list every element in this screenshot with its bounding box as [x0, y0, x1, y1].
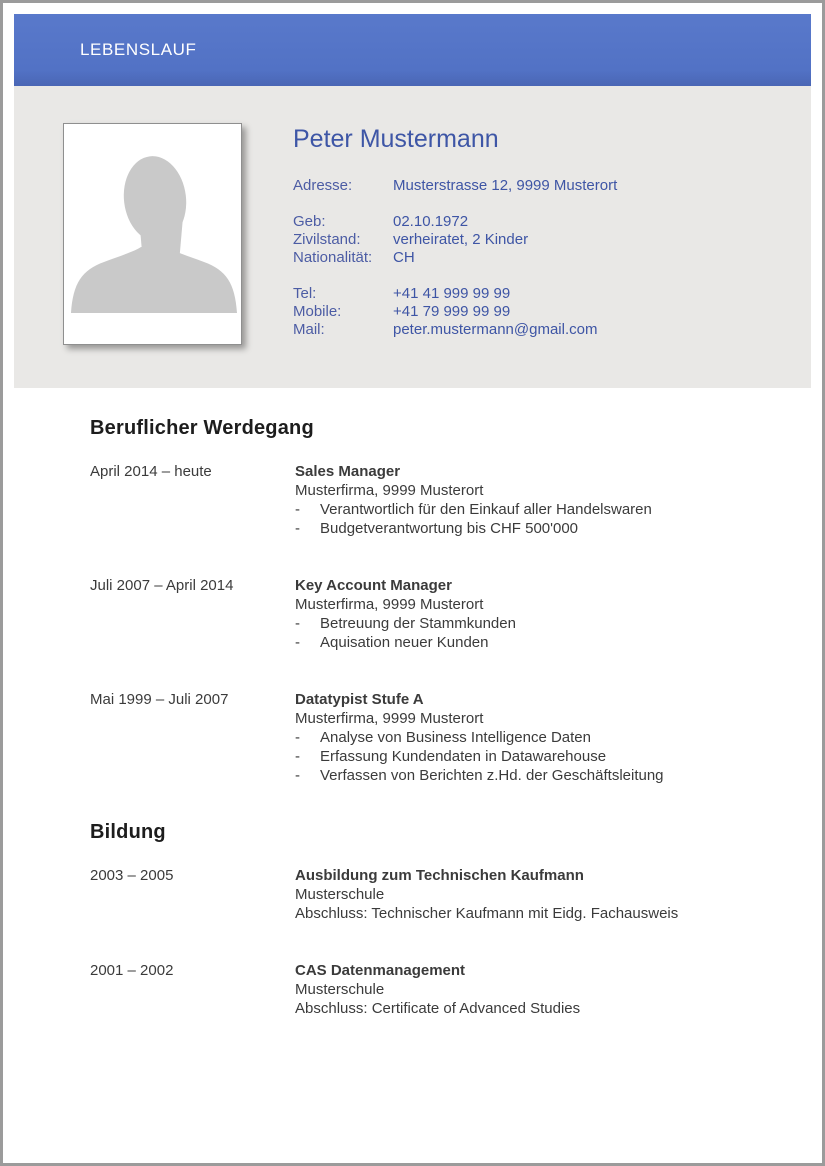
bullet-item [295, 766, 771, 785]
entry-lines [295, 481, 771, 500]
personal-info-rows [293, 177, 617, 339]
bullet-item [295, 500, 771, 519]
career-section [90, 419, 771, 785]
entry-body [295, 462, 771, 538]
entry-line: Musterfirma, 9999 Musterort [295, 482, 484, 499]
info-group [293, 213, 617, 267]
entry-body [295, 866, 771, 923]
entry-line: Musterfirma, 9999 Musterort [295, 596, 484, 613]
cv-body [14, 388, 811, 1018]
education-entry [90, 866, 771, 923]
info-value: Musterstrasse 12, 9999 Musterort [393, 177, 618, 194]
career-heading: Beruflicher Werdegang [90, 417, 314, 439]
bullet-item [295, 614, 771, 633]
entry-title: Sales Manager [295, 463, 401, 480]
bullet-text: Budgetverantwortung bis CHF 500'000 [320, 520, 579, 537]
bullet-dash-icon: - [295, 729, 300, 746]
info-value: +41 79 999 99 99 [393, 303, 511, 320]
info-value: peter.mustermann@gmail.com [393, 321, 598, 338]
entry-lines [295, 709, 771, 728]
person-silhouette-icon [67, 155, 239, 313]
info-label: Zivilstand: [293, 231, 361, 248]
info-row [293, 213, 617, 231]
info-row [293, 303, 617, 321]
entry-bullets [295, 614, 771, 652]
info-label: Geb: [293, 213, 326, 230]
education-heading: Bildung [90, 821, 166, 843]
entry-title: CAS Datenmanagement [295, 962, 466, 979]
info-value: 02.10.1972 [393, 213, 469, 230]
entry-line: Abschluss: Certificate of Advanced Studies [295, 1000, 581, 1017]
bullet-dash-icon: - [295, 501, 300, 518]
bullet-text: Analyse von Business Intelligence Daten [320, 729, 591, 746]
education-section [90, 823, 771, 1018]
entry-line: Musterschule [295, 981, 385, 998]
info-row [293, 231, 617, 249]
info-label: Mail: [293, 321, 325, 338]
info-label: Tel: [293, 285, 317, 302]
entry-period: Juli 2007 – April 2014 [90, 577, 234, 594]
info-label: Nationalität: [293, 249, 373, 266]
career-entry [90, 462, 771, 538]
info-group [293, 177, 617, 195]
career-entry [90, 576, 771, 652]
entry-period: Mai 1999 – Juli 2007 [90, 691, 229, 708]
bullet-text: Verantwortlich für den Einkauf aller Handelswaren [320, 501, 652, 518]
bullet-dash-icon: - [295, 767, 300, 784]
entry-body [295, 690, 771, 785]
education-entry [90, 961, 771, 1018]
header-banner [14, 14, 811, 86]
entry-title: Ausbildung zum Technischen Kaufmann [295, 867, 584, 884]
bullet-dash-icon: - [295, 520, 300, 537]
bullet-dash-icon: - [295, 748, 300, 765]
bullet-text: Betreuung der Stammkunden [320, 615, 516, 632]
education-entries [90, 866, 771, 1018]
bullet-item [295, 728, 771, 747]
entry-line: Abschluss: Technischer Kaufmann mit Eidg. Fachausweis [295, 905, 679, 922]
career-entry [90, 690, 771, 785]
info-label: Mobile: [293, 303, 342, 320]
info-value: +41 41 999 99 99 [393, 285, 511, 302]
info-group [293, 285, 617, 339]
bullet-item [295, 633, 771, 652]
entry-body [295, 961, 771, 1018]
bullet-item [295, 747, 771, 766]
bullet-text: Aquisation neuer Kunden [320, 634, 489, 651]
bullet-dash-icon: - [295, 615, 300, 632]
info-row [293, 285, 617, 303]
bullet-text: Verfassen von Berichten z.Hd. der Geschäftsleitung [320, 767, 664, 784]
entry-bullets [295, 728, 771, 785]
entry-title: Key Account Manager [295, 577, 452, 594]
info-row [293, 177, 617, 195]
entry-line: Musterschule [295, 886, 385, 903]
career-entries [90, 462, 771, 785]
entry-title: Datatypist Stufe A [295, 691, 424, 708]
page-title: LEBENSLAUF [80, 40, 197, 59]
personal-details [293, 123, 617, 388]
personal-info-section [14, 86, 811, 388]
entry-period: 2003 – 2005 [90, 867, 174, 884]
entry-line: Musterfirma, 9999 Musterort [295, 710, 484, 727]
entry-lines [295, 885, 771, 923]
entry-bullets [295, 500, 771, 538]
person-name: Peter Mustermann [293, 125, 499, 153]
info-label: Adresse: [293, 177, 353, 194]
entry-period: April 2014 – heute [90, 463, 212, 480]
bullet-dash-icon: - [295, 634, 300, 651]
entry-lines [295, 595, 771, 614]
entry-lines [295, 980, 771, 1018]
photo-placeholder [63, 123, 242, 345]
entry-period: 2001 – 2002 [90, 962, 174, 979]
entry-body [295, 576, 771, 652]
bullet-item [295, 519, 771, 538]
info-value: verheiratet, 2 Kinder [393, 231, 529, 248]
info-value: CH [393, 249, 415, 266]
info-row [293, 321, 617, 339]
info-row [293, 249, 617, 267]
bullet-text: Erfassung Kundendaten in Datawarehouse [320, 748, 607, 765]
